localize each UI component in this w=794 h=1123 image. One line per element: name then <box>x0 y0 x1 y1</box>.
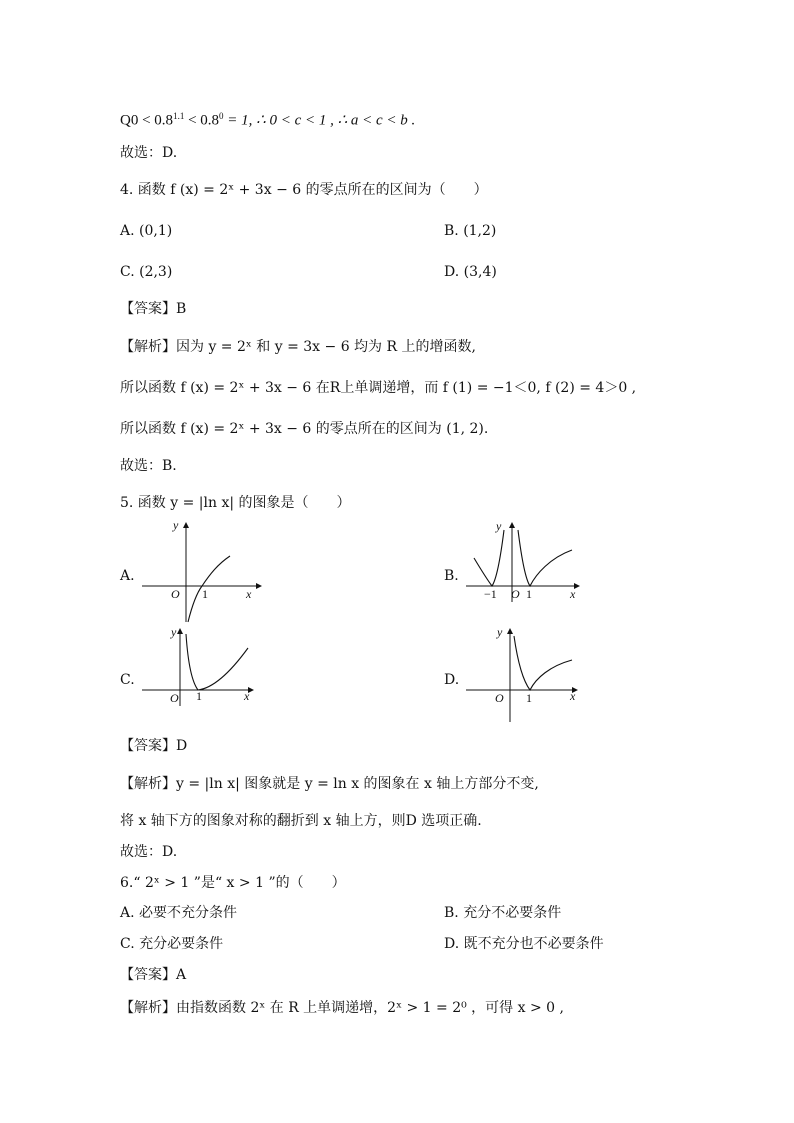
q6-option-b: B. 充分不必要条件 <box>444 905 562 921</box>
tick-1-label: 1 <box>202 587 208 601</box>
curve-right <box>518 530 572 586</box>
curve-c <box>186 634 248 690</box>
y-axis-arrow-icon <box>507 628 513 634</box>
y-label: y <box>173 518 179 532</box>
origin-label: O <box>171 587 180 601</box>
y-axis-arrow-icon <box>177 628 183 634</box>
q4-option-b: B. (1,2) <box>444 223 497 239</box>
q5-explanation-2: 将 x 轴下方的图象对称的翻折到 x 轴上方，则D 选项正确. <box>120 813 482 829</box>
graph-a <box>140 518 270 624</box>
tick-1-label: 1 <box>196 689 202 703</box>
q5-option-a-label: A. <box>120 568 135 584</box>
q6-option-d: D. 既不充分也不必要条件 <box>444 936 604 952</box>
question-5-stem: 5. 函数 y = |ln x| 的图象是（ ） <box>120 495 351 511</box>
q6-option-c: C. 充分必要条件 <box>120 936 224 952</box>
q4-choose: 故选：B. <box>120 458 177 474</box>
math-part-2: < 0.8 <box>184 112 220 129</box>
tick-1-label: 1 <box>526 691 532 705</box>
tick-minus-1-label: −1 <box>484 587 497 601</box>
question-6-stem: 6.“ 2ˣ > 1 ”是“ x > 1 ”的（ ） <box>120 875 346 891</box>
q4-explanation-2: 所以函数 f (x) = 2ˣ + 3x − 6 在R上单调递增，而 f (1) = −1＜0, f (2) = 4＞0 , <box>120 380 637 396</box>
q5-explanation-1: 【解析】y = |ln x| 图象就是 y = ln x 的图象在 x 轴上方部分不变, <box>120 776 539 792</box>
q5-answer: 【答案】D <box>120 738 188 754</box>
y-label: y <box>496 519 502 533</box>
x-label: x <box>244 689 250 703</box>
because-symbol: Q <box>120 112 131 129</box>
q6-answer: 【答案】A <box>120 967 187 983</box>
x-label: x <box>570 689 576 703</box>
question-4-stem: 4. 函数 f (x) = 2ˣ + 3x − 6 的零点所在的区间为（ ） <box>120 182 488 198</box>
q5-option-c-label: C. <box>120 672 135 688</box>
origin-label: O <box>495 691 504 705</box>
q5-option-d-label: D. <box>444 672 460 688</box>
math-part-1: 0 < 0.8 <box>130 112 174 129</box>
graph-b <box>464 518 586 604</box>
curve-d <box>514 636 572 690</box>
x-axis-arrow-icon <box>256 583 262 589</box>
exponent-2: 0 <box>219 111 224 121</box>
y-label: y <box>171 625 177 639</box>
q4-answer: 【答案】B <box>120 301 187 317</box>
q6-option-a: A. 必要不充分条件 <box>120 905 238 921</box>
q5-choose: 故选：D. <box>120 844 178 860</box>
origin-label: O <box>170 691 179 705</box>
choose-line-1: 故选：D. <box>120 145 178 161</box>
q6-explanation-1: 【解析】由指数函数 2ˣ 在 R 上单调递增，2ˣ > 1 = 2⁰ ，可得 x > 0 , <box>120 1000 564 1016</box>
curve-left <box>474 530 504 586</box>
x-label: x <box>570 587 576 601</box>
y-axis-arrow-icon <box>509 522 515 528</box>
x-label: x <box>246 587 252 601</box>
graph-c <box>140 624 262 708</box>
q5-option-b-label: B. <box>444 568 459 584</box>
q4-option-d: D. (3,4) <box>444 264 497 280</box>
graph-d <box>464 624 586 724</box>
exponent-1: 1.1 <box>173 111 185 121</box>
q4-explanation-3: 所以函数 f (x) = 2ˣ + 3x − 6 的零点所在的区间为 (1, 2). <box>120 421 489 437</box>
y-axis-arrow-icon <box>183 522 189 528</box>
tick-1-label: 1 <box>526 587 532 601</box>
line-inequality <box>120 106 415 131</box>
curve-ln-x <box>188 556 230 622</box>
q4-explanation-1: 【解析】因为 y = 2ˣ 和 y = 3x − 6 均为 R 上的增函数, <box>120 339 476 355</box>
math-part-3: = 1, ∴ 0 < c < 1 , ∴ a < c < b . <box>223 112 416 129</box>
y-label: y <box>497 625 503 639</box>
origin-label: O <box>511 587 520 601</box>
q4-option-a: A. (0,1) <box>120 223 173 239</box>
q4-option-c: C. (2,3) <box>120 264 173 280</box>
